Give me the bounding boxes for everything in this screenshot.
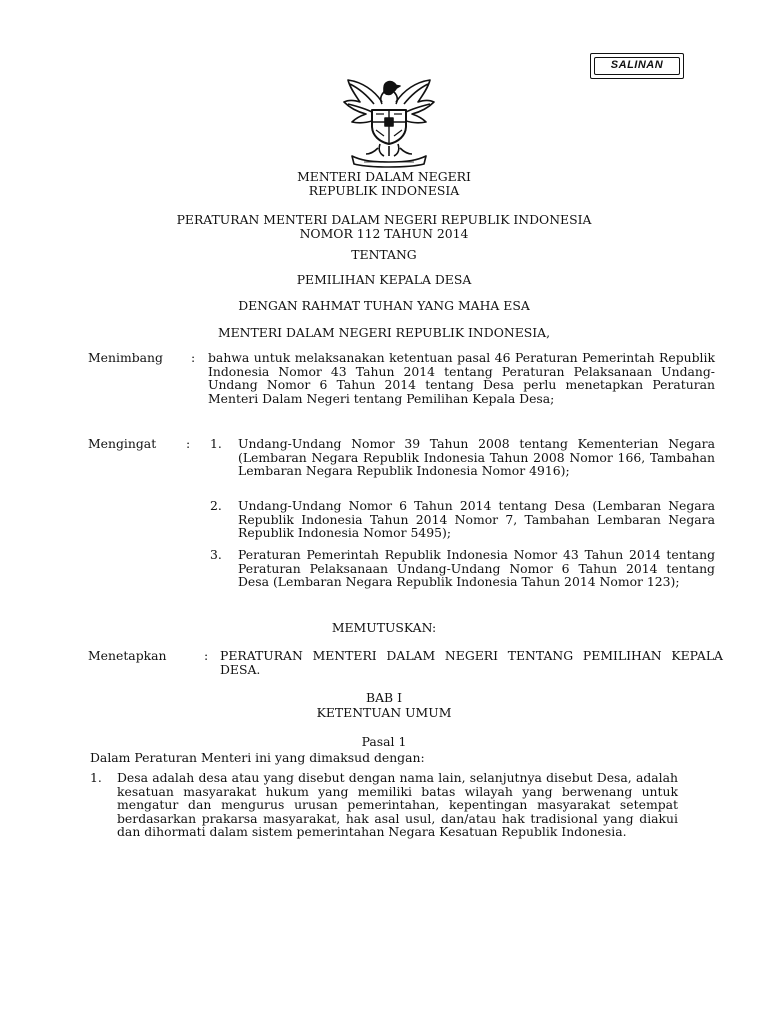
- article-title: Pasal 1: [361, 734, 407, 749]
- list-item-text: Peraturan Pemerintah Republik Indonesia Nomor 43 Tahun 2014 tentang Peraturan Pelaksanaan Undang-Undang Nomor 6 Tahun 2014 tentang Desa (Lembaran Negara Republik Indonesia Tahun 2014 Nomor 123);: [238, 547, 715, 590]
- chapter-number: BAB I: [366, 690, 402, 705]
- list-item-text: Undang-Undang Nomor 6 Tahun 2014 tentang Desa (Lembaran Negara Republik Indonesia Tahun 2014 Nomor 7, Tambahan Lembaran Negara Republik Indonesia Nomor 5495);: [238, 498, 715, 541]
- ministry-title-line2: REPUBLIK INDONESIA: [308, 183, 460, 198]
- list-item-number: 2.: [210, 498, 222, 513]
- menetapkan-label: Menetapkan: [88, 648, 167, 663]
- menimbang-label: Menimbang: [88, 350, 163, 365]
- ministry-title-line1: MENTERI DALAM NEGERI: [297, 169, 471, 184]
- definition-number: 1.: [90, 770, 102, 785]
- garuda-emblem-icon: [340, 76, 438, 168]
- list-item-text: Undang-Undang Nomor 39 Tahun 2008 tentang Kementerian Negara (Lembaran Negara Republik Indonesia Tahun 2008 Nomor 166, Tambahan Lembaran Negara Republik Indonesia Nomor 4916);: [238, 436, 715, 479]
- article-intro: Dalam Peraturan Menteri ini yang dimaksud dengan:: [90, 750, 425, 765]
- salinan-stamp: [590, 53, 684, 79]
- decision-heading: MEMUTUSKAN:: [331, 620, 437, 635]
- regulation-number: NOMOR 112 TAHUN 2014: [299, 226, 469, 241]
- list-item-number: 3.: [210, 547, 222, 562]
- mengingat-label: Mengingat: [88, 436, 157, 451]
- regulation-subject: PEMILIHAN KEPALA DESA: [296, 272, 472, 287]
- menimbang-colon: :: [191, 350, 196, 365]
- chapter-title: KETENTUAN UMUM: [316, 705, 452, 720]
- salinan-label: SALINAN: [594, 57, 680, 75]
- regulation-about: TENTANG: [351, 247, 417, 262]
- mengingat-colon: :: [186, 436, 191, 451]
- list-item-number: 1.: [210, 436, 222, 451]
- regulation-title: PERATURAN MENTERI DALAM NEGERI REPUBLIK INDONESIA: [176, 212, 592, 227]
- menetapkan-text: PERATURAN MENTERI DALAM NEGERI TENTANG PEMILIHAN KEPALA DESA.: [220, 648, 723, 677]
- blessing-line: DENGAN RAHMAT TUHAN YANG MAHA ESA: [238, 298, 530, 313]
- definition-text: Desa adalah desa atau yang disebut dengan nama lain, selanjutnya disebut Desa, adalah kesatuan masyarakat hukum yang memiliki batas wilayah yang berwenang untuk mengatur dan mengurus urusan pemerintahan, kepentingan masyarakat setempat berdasarkan prakarsa masyarakat, hak asal usul, dan/atau hak tradisional yang diakui dan dihormati dalam sistem pemerintahan Negara Kesatuan Republik Indonesia.: [117, 770, 678, 840]
- menetapkan-colon: :: [204, 648, 209, 663]
- issuer-line: MENTERI DALAM NEGERI REPUBLIK INDONESIA,: [217, 325, 551, 340]
- menimbang-text: bahwa untuk melaksanakan ketentuan pasal 46 Peraturan Pemerintah Republik Indonesia Nomor 43 Tahun 2014 tentang Peraturan Pelaksanaan Undang-Undang Nomor 6 Tahun 2014 tentang Desa perlu menetapkan Peraturan Menteri Dalam Negeri tentang Pemilihan Kepala Desa;: [208, 350, 715, 406]
